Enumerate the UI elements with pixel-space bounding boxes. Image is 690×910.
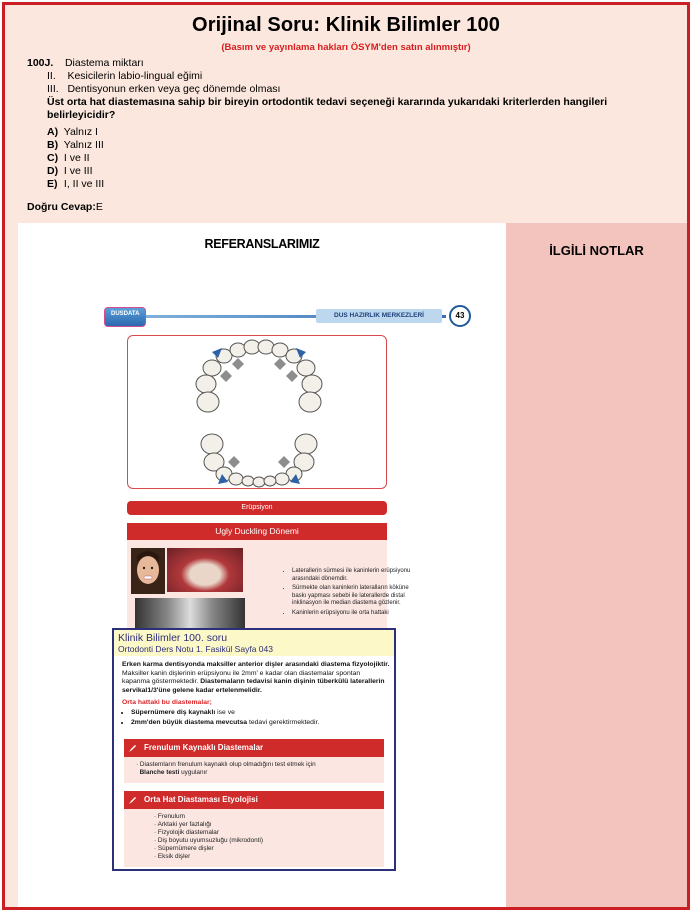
question-stem: Üst orta hat diastemasına sahip bir bireyin ortodontik tedavi seçeneği kararında yukarıdaki kriterlerden hangileri — [47, 96, 608, 108]
intraoral-photo — [167, 548, 243, 592]
item-normal: ise ve — [215, 708, 235, 716]
pencil-icon — [129, 744, 137, 752]
page-title: Orijinal Soru: Klinik Bilimler 100 — [192, 14, 500, 36]
list-item: • Kaninlerin erüpsiyonu ile orta hattaki — [292, 610, 424, 618]
item-normal: tedavi gerektirmektedir. — [247, 718, 320, 726]
section-title-text: Orta Hat Diastaması Etyolojisi — [144, 795, 258, 804]
ugly-duckling-title: Ugly Duckling Dönemi — [127, 523, 387, 540]
option-text: I ve III — [63, 165, 93, 177]
overlay-body — [122, 661, 390, 728]
references-title: REFERANSLARIMIZ — [204, 237, 320, 251]
option-text: I ve II — [63, 152, 90, 164]
answer-label: Doğru Cevap: — [27, 201, 96, 213]
etiology-section-title — [124, 791, 384, 809]
criterion-row — [27, 57, 667, 70]
correct-answer — [27, 201, 103, 213]
logo-text: DUSDATA — [111, 311, 140, 317]
red-heading: Orta hattaki bu diastemalar; — [122, 699, 212, 707]
question-block — [27, 57, 667, 122]
criterion-text: Kesicilerin labio-lingual eğimi — [67, 70, 203, 82]
etiology-list — [124, 813, 384, 861]
ugly-duckling-points — [252, 568, 424, 619]
para-bold: Erken karma dentisyonda maksiller anterior dişler arasındaki diastema fizyolojiktir. — [122, 661, 390, 668]
criterion-text: Diastema miktarı — [64, 57, 144, 69]
frenulum-text: · Diastemların frenulum kaynaklı olup olmadığını test etmek için Blanche testi uygulanır — [136, 761, 316, 776]
reference-note-overlay — [112, 628, 396, 871]
option-letter: E) — [47, 178, 58, 190]
copyright-notice: (Basım ve yayınlama hakları ÖSYM'den satın alınmıştır) — [221, 42, 471, 53]
option-d[interactable] — [47, 165, 104, 178]
criterion-num: III. — [47, 83, 59, 95]
option-letter: D) — [47, 165, 59, 177]
etiology-section-body — [124, 809, 384, 867]
dental-arch-diagram — [127, 335, 387, 489]
option-text: I, II ve III — [63, 178, 105, 190]
option-a[interactable] — [47, 126, 104, 139]
question-frame — [2, 2, 690, 910]
item-bold: Süpernümere diş kaynaklı — [131, 708, 216, 716]
option-text: Yalnız III — [63, 139, 104, 151]
frenulum-sentence: Diastemların frenulum kaynaklı olup olmadığını test etmek için — [139, 761, 316, 768]
frenulum-section-body — [124, 757, 384, 783]
criterion-row — [27, 70, 667, 83]
frenulum-section-title — [124, 739, 384, 757]
section-title-text: Frenulum Kaynaklı Diastemalar — [144, 743, 264, 752]
list-item: • Sürmekte olan kaninlerin lateralların köküne baskı yapması sebebi ile laterallerde distal inklinasyon ile median diastema gözlenir. — [292, 585, 424, 608]
list-item: · Fizyolojik diastemalar — [154, 829, 384, 837]
frenulum-sentence-end: uygulanır — [179, 769, 208, 776]
answer-options — [47, 126, 104, 191]
overlay-title: Klinik Bilimler 100. soru — [118, 632, 228, 644]
option-letter: B) — [47, 139, 59, 151]
panoramic-xray — [135, 598, 245, 630]
option-letter: A) — [47, 126, 59, 138]
option-b[interactable] — [47, 139, 104, 152]
list-item — [131, 709, 390, 718]
option-text: Yalnız I — [63, 126, 98, 138]
diastema-list — [122, 709, 390, 727]
notes-title: İLGİLİ NOTLAR — [549, 243, 644, 258]
references-panel — [18, 223, 506, 907]
blanche-test: Blanche testi — [139, 769, 180, 776]
list-item — [131, 719, 390, 728]
list-item: • Laterallerin sürmesi ile kaninlerin erüpsiyonu arasındaki dönemdir. — [292, 568, 424, 583]
dental-arch-icon — [128, 336, 386, 488]
header-label: DUS HAZIRLIK MERKEZLERİ — [316, 309, 442, 323]
textbook-header — [104, 305, 478, 327]
ugly-duckling-section — [127, 540, 411, 630]
list-item: · Arktaki yer fazlalığı — [154, 821, 384, 829]
list-item: · Eksik dişler — [154, 853, 384, 861]
child-face-icon — [131, 548, 165, 594]
criterion-num: II. — [47, 70, 56, 82]
dusdata-logo — [104, 307, 146, 327]
overlay-subtitle: Ortodonti Ders Notu 1. Fasikül Sayfa 043 — [118, 644, 273, 654]
answer-value: E — [95, 201, 103, 213]
item-bold: 2mm'den büyük diastema mevcutsa — [131, 718, 248, 726]
related-notes-panel — [506, 223, 687, 907]
pencil-icon — [129, 796, 137, 804]
list-item: · Diş boyutu uyumsuzluğu (mikrodonti) — [154, 837, 384, 845]
overlay-paragraph — [122, 661, 390, 695]
list-item: · Frenulum — [154, 813, 384, 821]
option-e[interactable] — [47, 178, 104, 191]
criterion-text: Dentisyonun erken veya geç dönemde olması — [67, 83, 281, 95]
child-photo — [131, 548, 165, 594]
overlay-header — [114, 630, 394, 656]
question-stem-cont: belirleyicidir? — [47, 109, 116, 121]
option-c[interactable] — [47, 152, 104, 165]
option-letter: C) — [47, 152, 59, 164]
page-number: 43 — [449, 305, 471, 327]
criterion-row — [27, 83, 667, 96]
para-normal: Maksiller kanin dişlerinin erüpsiyonu ile 2mm' e kadar olan diastemalar spontan kapanma göstermektedir. — [122, 669, 361, 686]
para-bold: Diastemaların tedavisi kanin dişinin tüberkülü laterallerin servikal1/3'üne gelene kadar ertelenmelidir. — [122, 678, 385, 694]
question-number: 100J. — [27, 57, 54, 69]
eruption-label: Erüpsiyon — [127, 501, 387, 515]
list-item: · Süpernümere dişler — [154, 845, 384, 853]
